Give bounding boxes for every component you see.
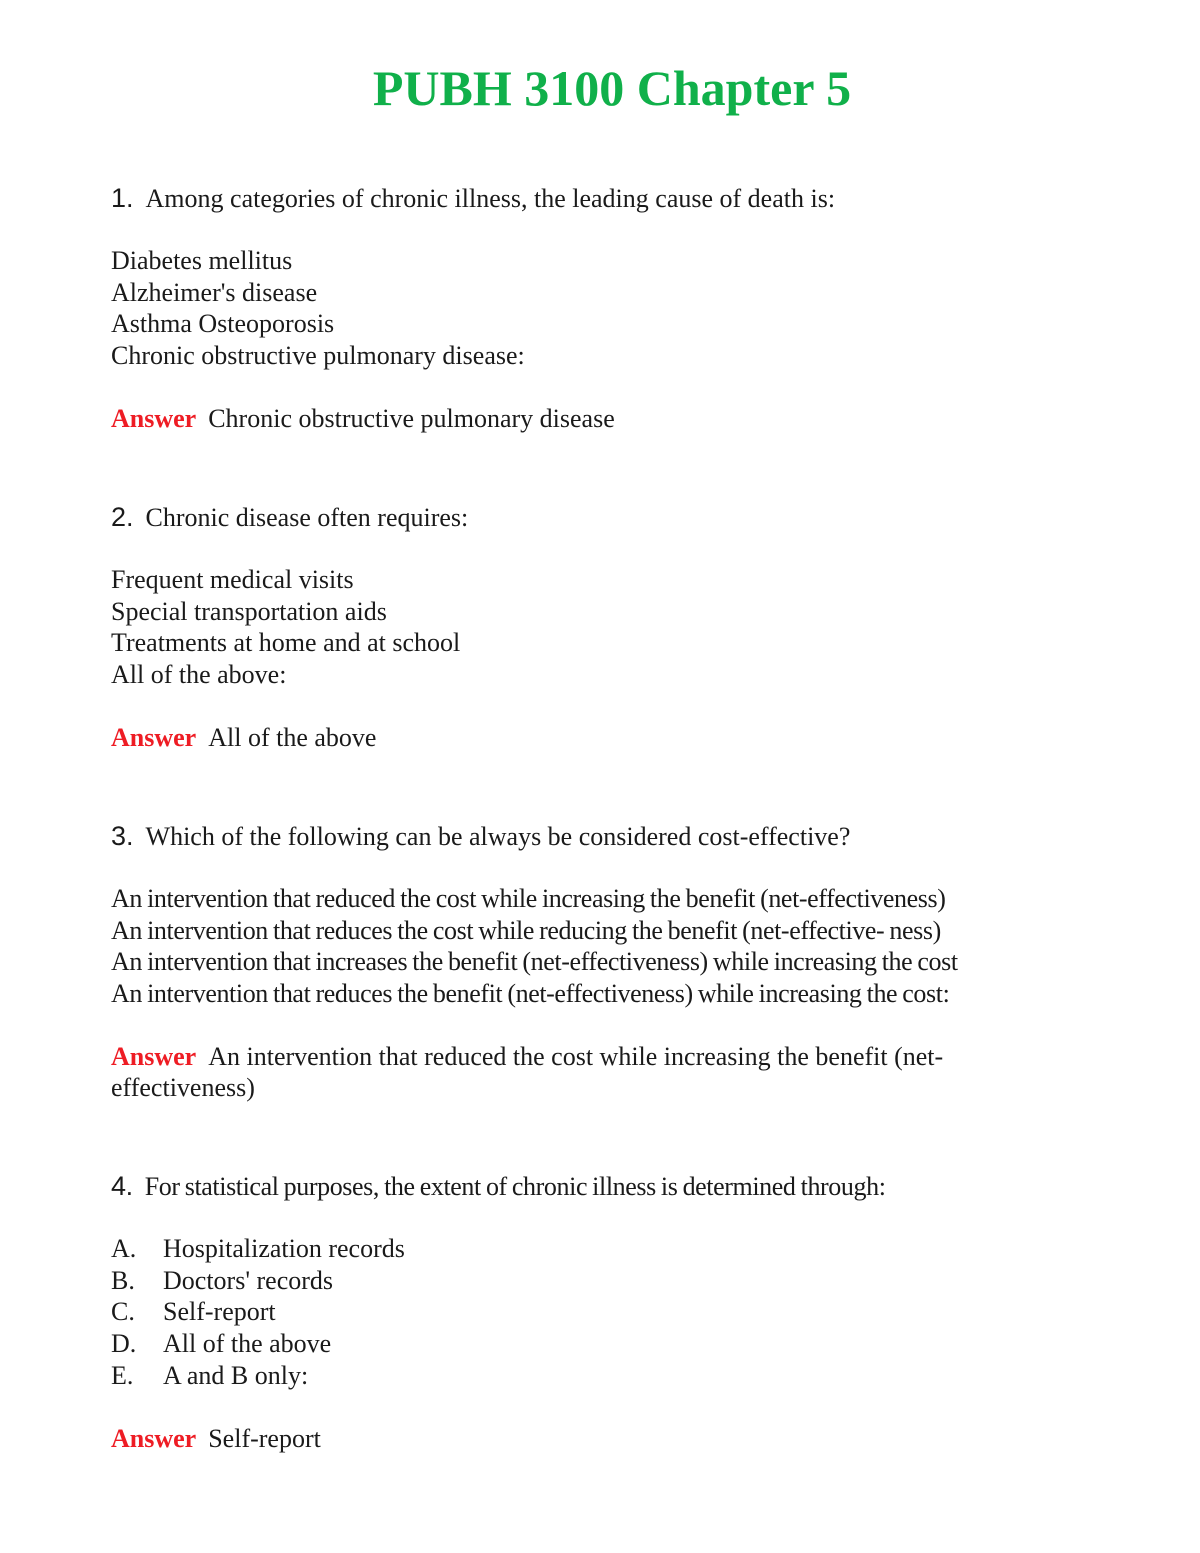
option-item: Diabetes mellitus (111, 246, 293, 275)
question-text: For statistical purposes, the extent of chronic illness is determined through: (144, 1172, 886, 1201)
question-4 (111, 1170, 1111, 1454)
question-number: 3. (111, 821, 134, 851)
option-text: Self-report (163, 1297, 276, 1327)
question-number: 4. (111, 1171, 133, 1201)
question-2 (111, 501, 1111, 753)
option-item (111, 1360, 1111, 1392)
question-1 (111, 182, 1111, 434)
option-text: A and B only: (163, 1360, 309, 1390)
option-text: Hospitalization records (163, 1234, 405, 1263)
question-2-header (111, 501, 1111, 534)
option-item: Alzheimer's disease (111, 277, 318, 307)
option-text: Doctors' records (163, 1265, 334, 1295)
answer-text: All of the above (208, 722, 377, 752)
option-list (111, 883, 1111, 1010)
option-list (111, 1233, 1111, 1392)
answer-label: Answer (111, 722, 197, 752)
option-item: An intervention that reduces the cost while reducing the benefit (net-effective- ness) (111, 915, 941, 945)
answer-label: Answer (111, 1041, 197, 1071)
option-letter: A. (111, 1234, 137, 1263)
option-letter: D. (111, 1329, 137, 1359)
option-item: Treatments at home and at school (111, 628, 461, 658)
option-item (111, 1328, 1111, 1360)
question-text: Which of the following can be always be considered cost-effective? (145, 822, 851, 851)
question-text: Chronic disease often requires: (145, 503, 469, 532)
option-item: Special transportation aids (111, 596, 387, 626)
question-4-header (111, 1170, 1111, 1203)
option-item: An intervention that increases the benefit (net-effectiveness) while increasing the cost (111, 947, 958, 977)
option-letter: E. (111, 1360, 134, 1390)
option-letter: B. (111, 1265, 135, 1295)
option-item: An intervention that reduced the cost while increasing the benefit (net-effectiveness) (111, 884, 946, 913)
option-list (111, 564, 1111, 691)
option-item: Frequent medical visits (111, 565, 354, 594)
answer-text: An intervention that reduced the cost while increasing the benefit (net-effectiveness) (111, 1041, 944, 1102)
option-text: All of the above (163, 1329, 332, 1359)
question-3-header (111, 820, 1111, 853)
question-3 (111, 820, 1111, 1103)
page-title: PUBH 3100 Chapter 5 (372, 60, 852, 116)
question-number: 1. (111, 183, 134, 213)
option-item: All of the above: (111, 660, 287, 690)
answer-label: Answer (111, 1423, 197, 1453)
answer-text: Self-report (208, 1423, 321, 1453)
option-item: Asthma Osteoporosis (111, 309, 335, 339)
option-list (111, 245, 1111, 372)
option-item: An intervention that reduces the benefit (net-effectiveness) while increasing the cost: (111, 979, 950, 1009)
option-item: Chronic obstructive pulmonary disease: (111, 341, 525, 371)
answer-line (111, 403, 1111, 434)
option-letter: C. (111, 1297, 135, 1327)
question-text: Among categories of chronic illness, the leading cause of death is: (145, 184, 836, 213)
option-item (111, 1233, 1111, 1265)
answer-label: Answer (111, 403, 197, 433)
option-item (111, 1296, 1111, 1328)
option-item (111, 1265, 1111, 1297)
question-number: 2. (111, 502, 134, 532)
answer-line (111, 1041, 1001, 1103)
question-1-header (111, 182, 1111, 215)
answer-line (111, 1423, 1111, 1454)
answer-line (111, 722, 1111, 753)
answer-text: Chronic obstructive pulmonary disease (208, 403, 615, 433)
